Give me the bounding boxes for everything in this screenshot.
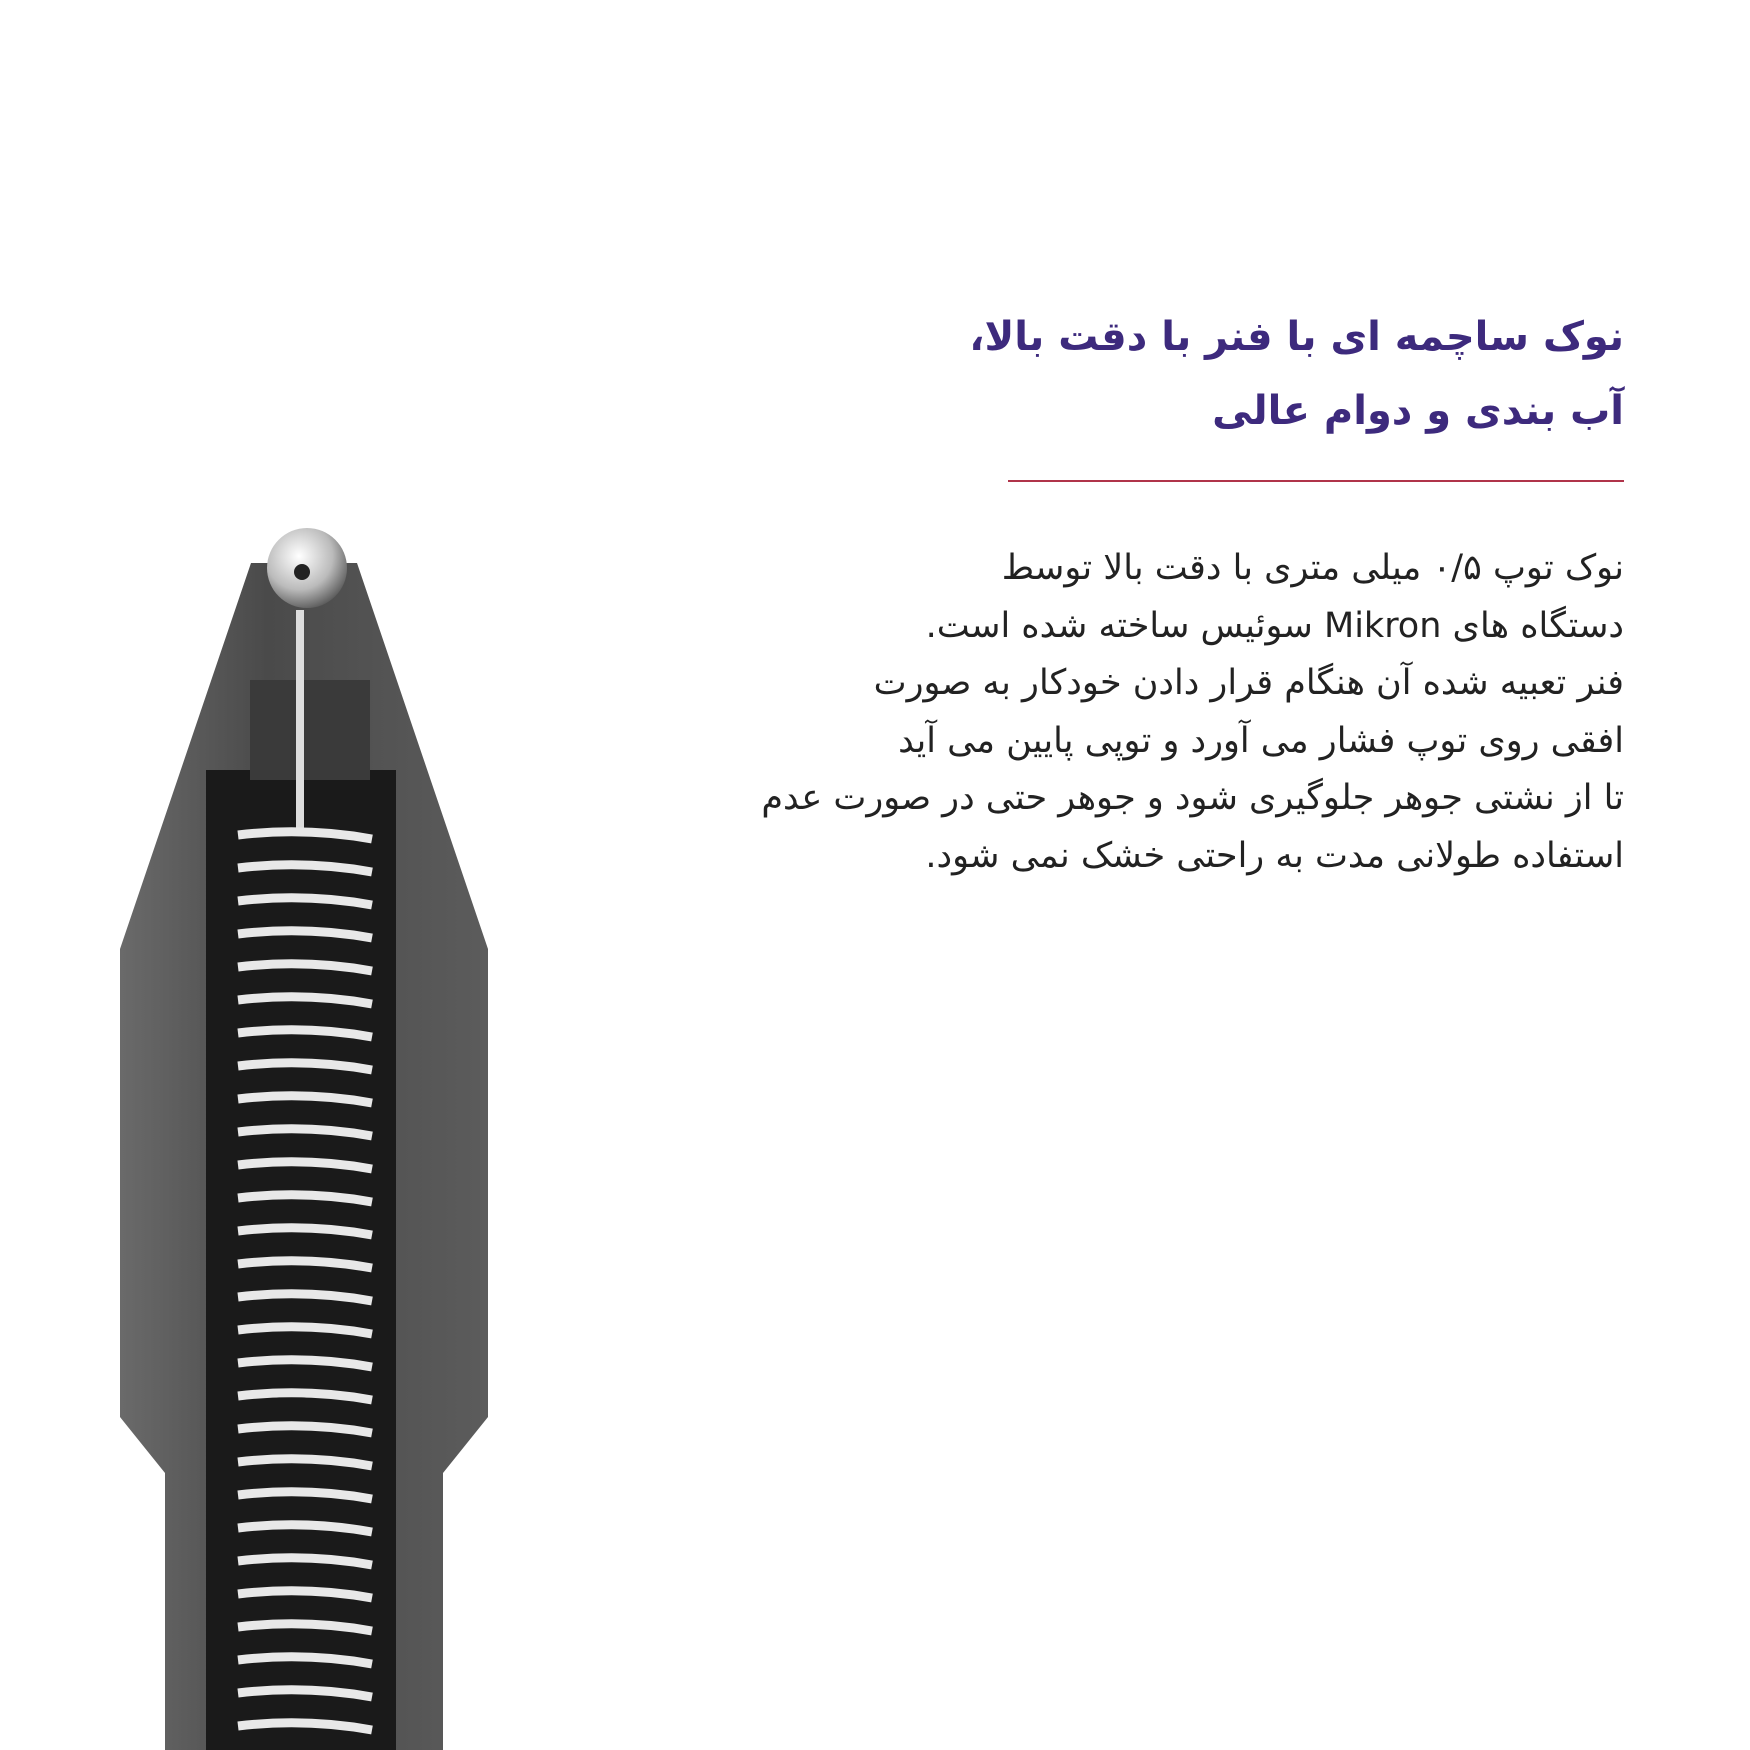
description-line: فنر تعبیه شده آن هنگام قرار دادن خودکار به صورت — [873, 663, 1624, 704]
description — [524, 540, 1624, 886]
description-line: تا از نشتی جوهر جلوگیری شود و جوهر حتی در صورت عدم — [761, 778, 1624, 819]
description-line: دستگاه های Mikron سوئیس ساخته شده است. — [925, 605, 1624, 646]
description-line: افقی روی توپ فشار می آورد و توپی پایین می آید — [898, 720, 1624, 761]
heading-line-1: نوک ساچمه ای با فنر با دقت بالا، — [969, 314, 1624, 360]
divider — [1008, 480, 1624, 482]
description-line: استفاده طولانی مدت به راحتی خشک نمی شود. — [925, 835, 1624, 876]
heading-line-2: آب بندی و دوام عالی — [1212, 388, 1624, 434]
description-line: نوک توپ ۰/۵ میلی متری با دقت بالا توسط — [1001, 548, 1624, 588]
heading — [924, 300, 1624, 448]
